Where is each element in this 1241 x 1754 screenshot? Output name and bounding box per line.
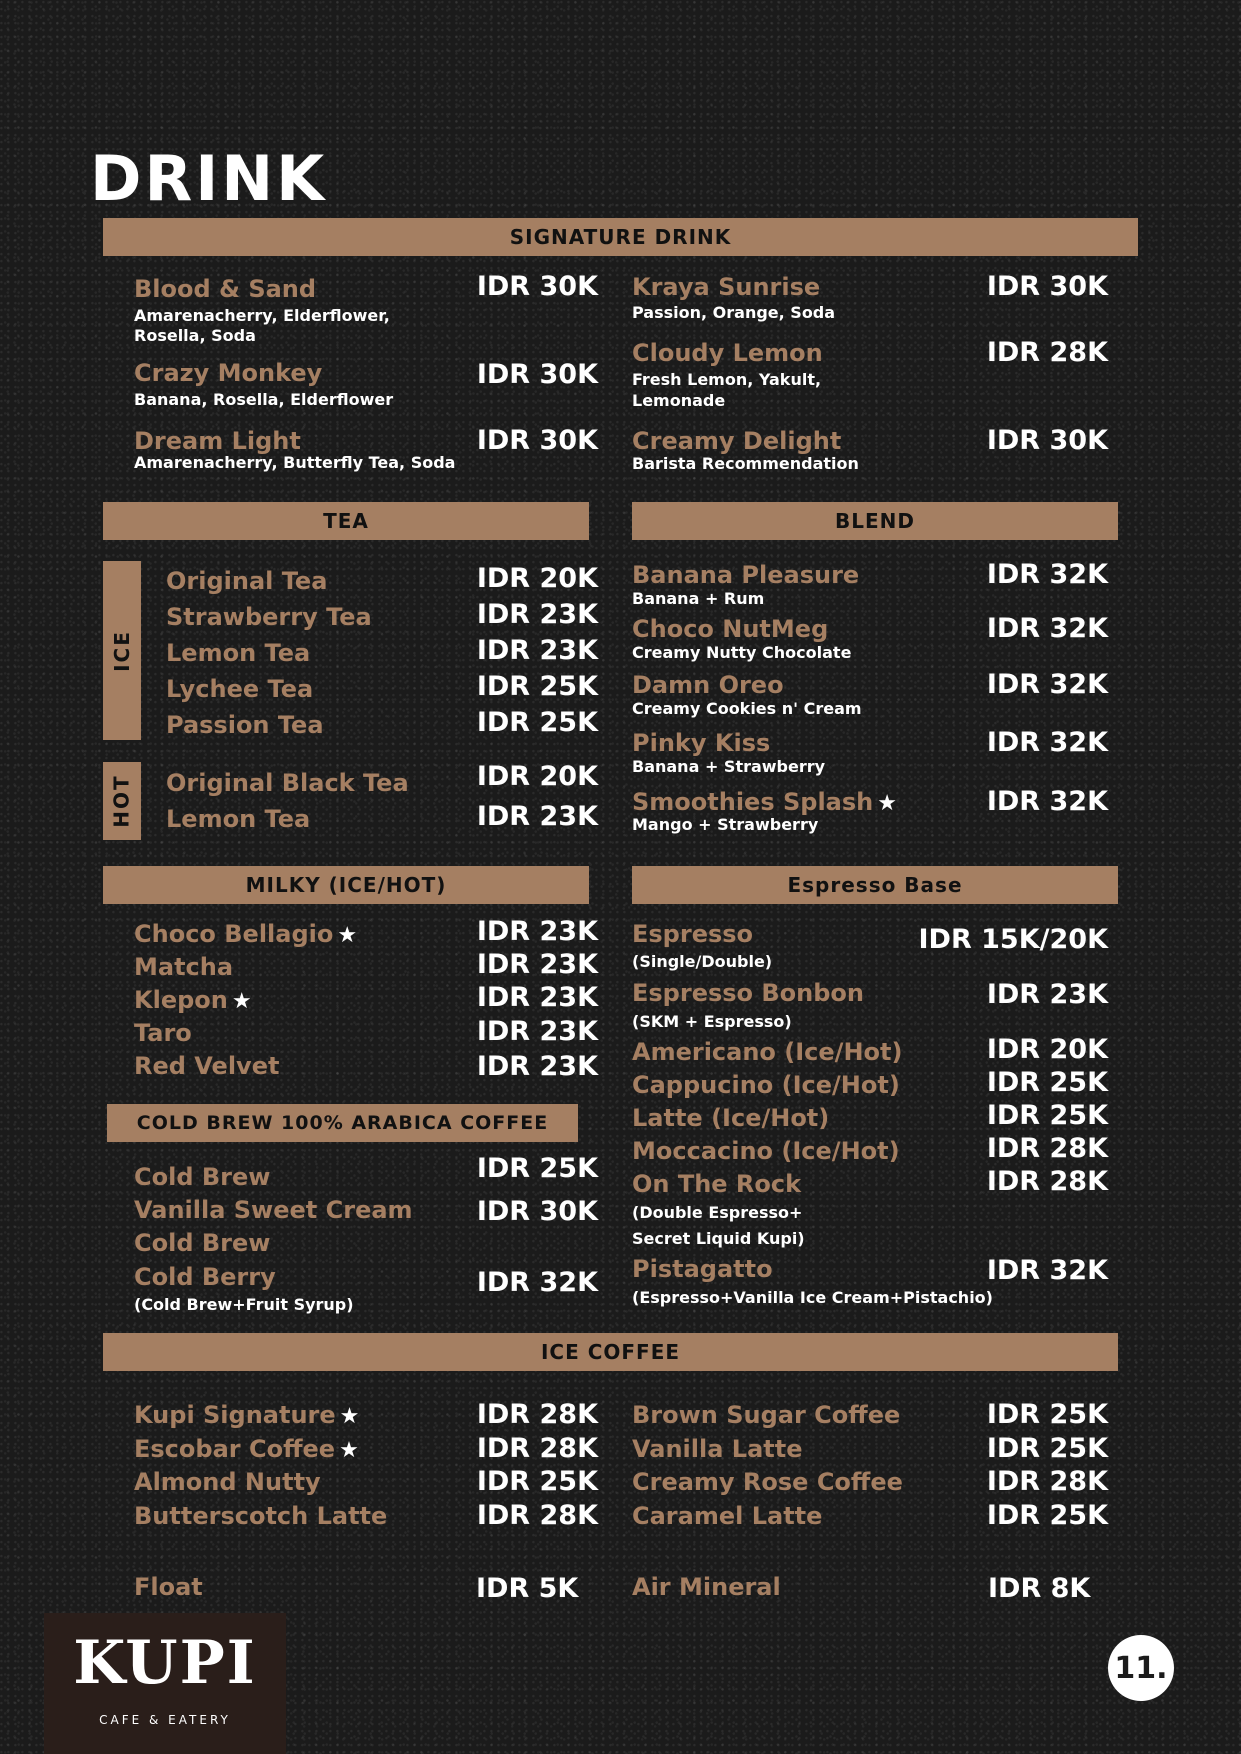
menu-item-name: Cold Berry <box>134 1263 276 1291</box>
menu-item-price: IDR 23K <box>476 599 598 630</box>
menu-item-price: IDR 23K <box>476 916 598 947</box>
menu-item-name: Americano (Ice/Hot) <box>632 1038 903 1066</box>
menu-item-desc: (Double Espresso+ <box>632 1203 803 1222</box>
menu-item-price: IDR 30K <box>476 1196 598 1227</box>
menu-item-price: IDR 32K <box>986 786 1108 817</box>
menu-item-name: Passion Tea <box>166 711 324 739</box>
tea-ice-label-text: ICE <box>110 629 134 672</box>
menu-item-name: Creamy Delight <box>632 427 842 455</box>
menu-item-price: IDR 20K <box>476 563 598 594</box>
menu-item-name: Pinky Kiss <box>632 729 771 757</box>
menu-item-name: Kraya Sunrise <box>632 273 821 301</box>
menu-item-desc: Passion, Orange, Soda <box>632 303 836 322</box>
menu-item-name: Red Velvet <box>134 1052 280 1080</box>
menu-item-desc: (Cold Brew+Fruit Syrup) <box>134 1295 354 1314</box>
menu-item-price: IDR 23K <box>476 1016 598 1047</box>
menu-item-name-text: Smoothies Splash <box>632 788 874 816</box>
star-icon: ★ <box>339 1404 360 1429</box>
menu-item-name: Banana Pleasure <box>632 561 860 589</box>
menu-item-name: Creamy Rose Coffee <box>632 1468 903 1496</box>
menu-item-price: IDR 32K <box>986 559 1108 590</box>
menu-item-name <box>134 1436 359 1463</box>
menu-item-desc: Creamy Nutty Chocolate <box>632 643 852 662</box>
menu-item-desc: Mango + Strawberry <box>632 815 819 834</box>
menu-item-price: IDR 23K <box>476 1051 598 1082</box>
menu-item-name <box>134 921 357 948</box>
menu-item-desc: Rosella, Soda <box>134 326 256 345</box>
menu-item-name: Float <box>134 1573 203 1601</box>
menu-item-price: IDR 25K <box>986 1500 1108 1531</box>
menu-item-price: IDR 25K <box>476 1466 598 1497</box>
menu-item-price: IDR 32K <box>476 1267 598 1298</box>
section-header-cold-brew: COLD BREW 100% ARABICA COFFEE <box>107 1104 578 1142</box>
star-icon: ★ <box>877 791 897 816</box>
section-header-tea: TEA <box>103 502 589 540</box>
menu-item-price: IDR 30K <box>476 359 598 390</box>
menu-item-price: IDR 28K <box>476 1500 598 1531</box>
menu-item-desc: Secret Liquid Kupi) <box>632 1229 805 1248</box>
menu-item-price: IDR 15K/20K <box>918 924 1108 955</box>
menu-item-desc: (Espresso+Vanilla Ice Cream+Pistachio) <box>632 1288 993 1307</box>
menu-item-name <box>134 987 252 1014</box>
menu-item-price: IDR 5K <box>476 1573 579 1604</box>
menu-item-desc: (Single/Double) <box>632 952 773 971</box>
menu-item-name: Vanilla Sweet Cream <box>134 1196 413 1224</box>
menu-item-name: Dream Light <box>134 427 301 455</box>
menu-item-name <box>632 789 897 816</box>
menu-item-price: IDR 30K <box>986 425 1108 456</box>
menu-item-desc: Fresh Lemon, Yakult, <box>632 370 822 389</box>
menu-item-name <box>134 1402 359 1429</box>
menu-item-desc: Amarenacherry, Butterfly Tea, Soda <box>134 453 456 472</box>
menu-item-price: IDR 28K <box>986 1166 1108 1197</box>
menu-item-desc: Amarenacherry, Elderflower, <box>134 306 390 325</box>
section-header-milky: MILKY (ICE/HOT) <box>103 866 589 904</box>
menu-item-desc: Banana + Rum <box>632 589 765 608</box>
page-number: 11. <box>1108 1635 1174 1701</box>
menu-item-price: IDR 23K <box>476 635 598 666</box>
menu-item-name: Taro <box>134 1019 192 1047</box>
page-title: DRINK <box>90 142 328 215</box>
menu-item-name-text: Escobar Coffee <box>134 1435 336 1463</box>
menu-item-name: Almond Nutty <box>134 1468 321 1496</box>
menu-item-price: IDR 25K <box>986 1433 1108 1464</box>
menu-item-desc: Banana + Strawberry <box>632 757 826 776</box>
menu-item-name-text: Choco Bellagio <box>134 920 334 948</box>
menu-item-price: IDR 32K <box>986 669 1108 700</box>
menu-item-name: Caramel Latte <box>632 1502 823 1530</box>
menu-item-price: IDR 20K <box>476 761 598 792</box>
menu-item-price: IDR 25K <box>476 1153 598 1184</box>
menu-item-price: IDR 28K <box>476 1399 598 1430</box>
menu-item-name: Moccacino (Ice/Hot) <box>632 1137 900 1165</box>
menu-item-price: IDR 25K <box>986 1399 1108 1430</box>
menu-item-price: IDR 25K <box>986 1100 1108 1131</box>
menu-item-price: IDR 23K <box>476 949 598 980</box>
menu-item-name: Lemon Tea <box>166 639 311 667</box>
menu-item-price: IDR 25K <box>476 671 598 702</box>
menu-item-name: Original Black Tea <box>166 769 409 797</box>
menu-item-name-text: Kupi Signature <box>134 1401 336 1429</box>
star-icon: ★ <box>339 1438 359 1463</box>
tea-hot-label-text: HOT <box>110 774 135 828</box>
section-header-espresso: Espresso Base <box>632 866 1118 904</box>
menu-item-price: IDR 30K <box>986 271 1108 302</box>
menu-item-desc: Barista Recommendation <box>632 454 859 473</box>
menu-item-name: Butterscotch Latte <box>134 1502 388 1530</box>
menu-item-price: IDR 28K <box>986 1133 1108 1164</box>
section-header-ice-coffee: ICE COFFEE <box>103 1333 1118 1371</box>
menu-item-price: IDR 30K <box>476 271 598 302</box>
menu-item-name: Choco NutMeg <box>632 615 829 643</box>
menu-item-name: Air Mineral <box>632 1573 781 1601</box>
menu-item-name: Vanilla Latte <box>632 1435 803 1463</box>
menu-item-price: IDR 25K <box>986 1067 1108 1098</box>
menu-item-name: Cappucino (Ice/Hot) <box>632 1071 900 1099</box>
menu-item-price: IDR 30K <box>476 425 598 456</box>
star-icon: ★ <box>337 923 358 948</box>
menu-item-name: Cold Brew <box>134 1163 271 1191</box>
menu-item-desc: Lemonade <box>632 391 726 410</box>
menu-item-name-text: Klepon <box>134 986 228 1014</box>
menu-item-name: Brown Sugar Coffee <box>632 1401 901 1429</box>
menu-item-price: IDR 25K <box>476 707 598 738</box>
menu-item-name: Espresso <box>632 920 754 948</box>
menu-item-name: Original Tea <box>166 567 328 595</box>
menu-item-price: IDR 28K <box>476 1433 598 1464</box>
menu-item-desc: Banana, Rosella, Elderflower <box>134 390 394 409</box>
menu-item-price: IDR 32K <box>986 1255 1108 1286</box>
tea-hot-label <box>103 762 141 840</box>
menu-item-name: Crazy Monkey <box>134 359 323 387</box>
section-header-blend: BLEND <box>632 502 1118 540</box>
menu-item-name: On The Rock <box>632 1170 802 1198</box>
menu-item-name: Lemon Tea <box>166 805 311 833</box>
logo: KUPI <box>73 1628 257 1698</box>
menu-item-name: Damn Oreo <box>632 671 784 699</box>
section-header-signature: SIGNATURE DRINK <box>103 218 1138 256</box>
menu-item-desc: (SKM + Espresso) <box>632 1012 792 1031</box>
menu-item-price: IDR 23K <box>986 979 1108 1010</box>
menu-item-price: IDR 28K <box>986 1466 1108 1497</box>
menu-item-price: IDR 23K <box>476 982 598 1013</box>
menu-item-name: Matcha <box>134 953 234 981</box>
menu-item-price: IDR 8K <box>988 1573 1091 1604</box>
menu-item-desc: Creamy Cookies n' Cream <box>632 699 862 718</box>
menu-item-name: Lychee Tea <box>166 675 314 703</box>
menu-item-name: Espresso Bonbon <box>632 979 865 1007</box>
menu-item-name: Strawberry Tea <box>166 603 372 631</box>
menu-item-price: IDR 32K <box>986 727 1108 758</box>
logo-tagline: CAFE & EATERY <box>99 1713 231 1727</box>
star-icon: ★ <box>231 989 252 1014</box>
tea-ice-label <box>103 561 141 740</box>
menu-item-name: Cold Brew <box>134 1229 271 1257</box>
menu-item-name: Pistagatto <box>632 1255 773 1283</box>
menu-item-name: Cloudy Lemon <box>632 339 823 367</box>
menu-item-price: IDR 32K <box>986 613 1108 644</box>
menu-item-name: Blood & Sand <box>134 275 317 303</box>
menu-item-price: IDR 23K <box>476 801 598 832</box>
menu-item-price: IDR 20K <box>986 1034 1108 1065</box>
menu-item-price: IDR 28K <box>986 337 1108 368</box>
menu-item-name: Latte (Ice/Hot) <box>632 1104 830 1132</box>
